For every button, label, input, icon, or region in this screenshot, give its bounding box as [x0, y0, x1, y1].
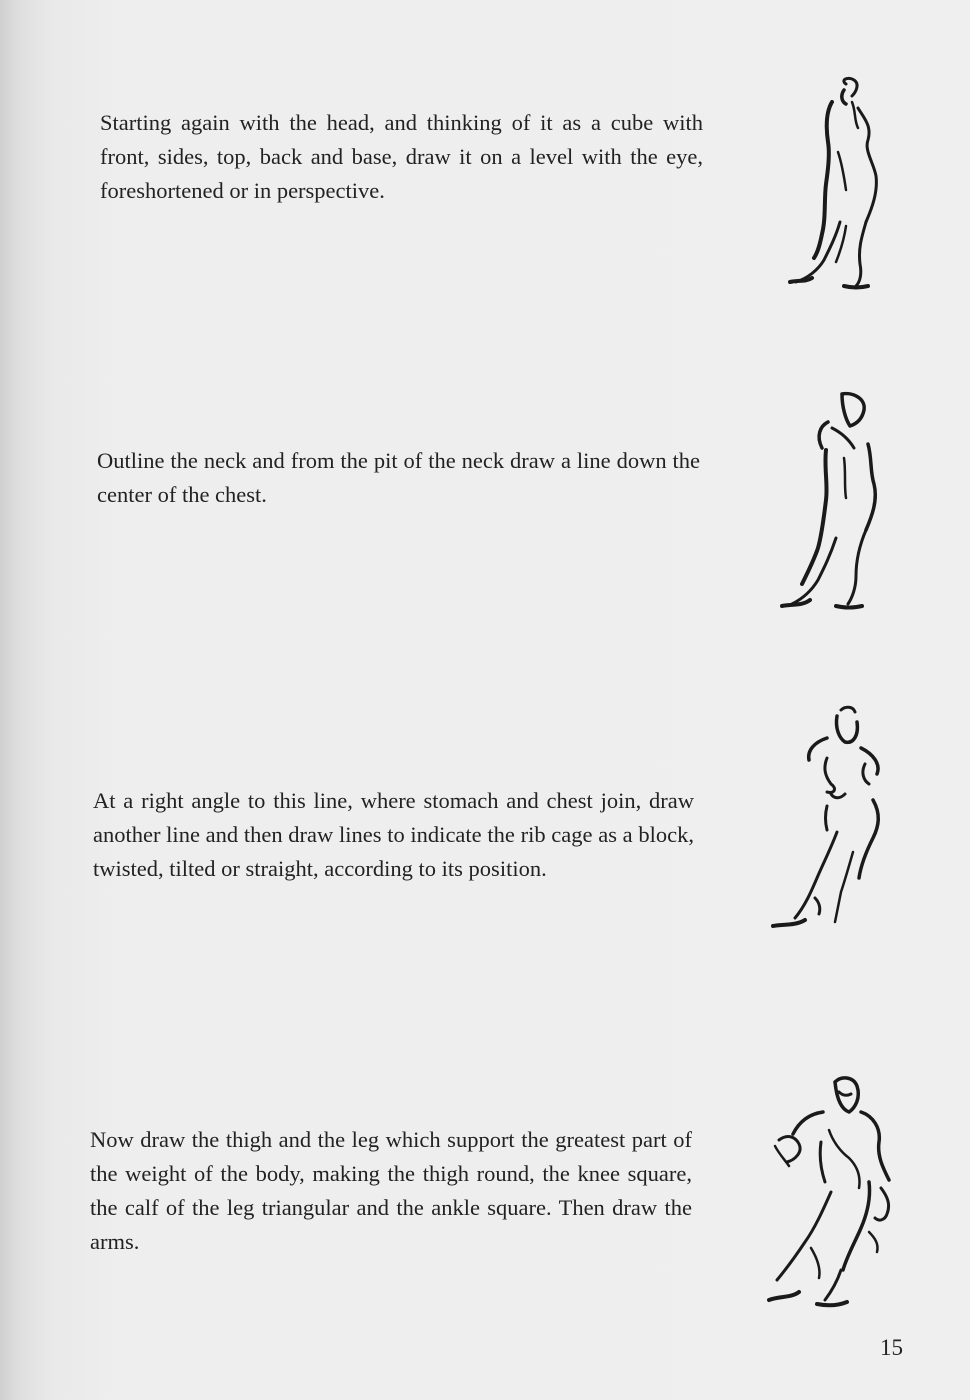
paragraph-neck-instruction: Outline the neck and from the pit of the neck draw a line down the center of the chest.	[97, 448, 700, 507]
figure-sketch-4-icon	[765, 1072, 905, 1312]
figure-sketch-1-icon	[782, 72, 902, 297]
paragraph-legs-arms-instruction: Now draw the thigh and the leg which support the greatest part of the weight of the body, making the thigh round, the knee square, the calf of the leg triangular and the ankle square. Then draw the arms.	[90, 1127, 692, 1254]
page-number: 15	[880, 1335, 903, 1360]
figure-sketch-3-icon	[765, 702, 895, 934]
paragraph-rib-cage-instruction: At a right angle to this line, where stomach and chest join, draw another line and then draw lines to indicate the rib cage as a block, twisted, tilted or straight, according to its position.	[93, 788, 694, 881]
paragraph-head-instruction: Starting again with the head, and thinking of it as a cube with front, sides, top, back and base, draw it on a level with the eye, foreshortened or in perspective.	[100, 110, 703, 203]
figure-sketch-2-icon	[772, 388, 892, 613]
